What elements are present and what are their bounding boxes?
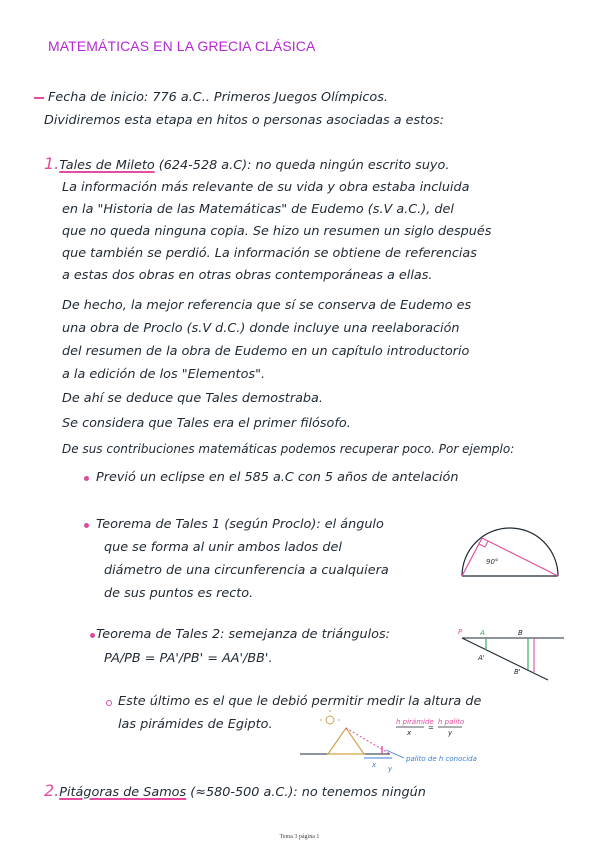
label-a-prime: A' — [478, 654, 485, 662]
pyramid-figure — [300, 712, 500, 774]
tales-contribuciones: De sus contribuciones matemáticas podemos recuperar poco. Por ejemplo: — [62, 442, 515, 456]
pyr-formula-right-den: y — [448, 729, 453, 737]
bullet-marker — [84, 476, 89, 481]
bullet-marker — [84, 523, 89, 528]
tales-para1-line: que no queda ninguna copia. Se hizo un resumen un siglo después — [62, 224, 492, 239]
pyr-y: y — [388, 765, 393, 773]
label-a: A — [480, 629, 485, 637]
piramides-line: las pirámides de Egipto. — [118, 717, 273, 732]
label-p: P — [458, 628, 463, 636]
pyr-note: palito de h conocida — [406, 755, 477, 763]
teorema-2-formula: PA/PB = PA'/PB' = AA'/BB'. — [104, 651, 273, 666]
tales-demostraba: De ahí se deduce que Tales demostraba. — [62, 391, 323, 406]
tales-para1-line: en la "Historia de las Matemáticas" de Eudemo (s.V a.C.), del — [62, 202, 454, 217]
svg-text:=: = — [428, 724, 434, 732]
teorema-2: Teorema de Tales 2: semejanza de triángulos: — [96, 627, 390, 642]
pyr-formula-left: h pirámide — [396, 718, 434, 726]
tales-para2-line: De hecho, la mejor referencia que sí se conserva de Eudemo es — [62, 298, 472, 313]
section-1-heading — [44, 156, 449, 174]
section-1-number: 1. — [44, 154, 60, 173]
pitagoras-heading-rest: (≈580-500 a.C.): no tenemos ningún — [190, 785, 426, 800]
teorema-1-line: Teorema de Tales 1 (según Proclo): el ángulo — [96, 517, 384, 532]
pyr-x: x — [372, 761, 377, 769]
tales-heading-rest: (624-528 a.C): no queda ningún escrito suyo. — [158, 158, 450, 173]
tales-para2-line: a la edición de los "Elementos". — [62, 367, 266, 382]
teorema-1-line: diámetro de una circunferencia a cualquiera — [104, 563, 389, 578]
bullet-eclipse: Previó un eclipse en el 585 a.C con 5 años de antelación — [96, 470, 459, 485]
pitagoras-name: Pitágoras de Samos — [59, 785, 187, 800]
pyr-formula-left-den: x — [407, 729, 412, 737]
section-2-number: 2. — [44, 781, 60, 800]
label-b: B — [518, 629, 523, 637]
teorema-1-line: de sus puntos es recto. — [104, 586, 254, 601]
angle-label: 90° — [486, 558, 499, 566]
sub-bullet-marker — [106, 700, 112, 706]
pyr-formula-right: h palito — [438, 718, 465, 726]
dash-marker — [34, 97, 44, 99]
piramides-line: Este último es el que le debió permitir medir la altura de — [118, 694, 482, 709]
label-b-prime: B' — [514, 668, 521, 676]
tales-para1-line: a estas dos obras en otras obras contemporáneas a ellas. — [62, 268, 433, 283]
page-footer: Tema 3 página 1 — [279, 834, 320, 840]
page-title: MATEMÁTICAS EN LA GRECIA CLÁSICA — [48, 38, 316, 54]
tales-para2-line: una obra de Proclo (s.V d.C.) donde incluye una reelaboración — [62, 321, 460, 336]
semicircle-figure — [458, 524, 562, 584]
teorema-1-line: que se forma al unir ambos lados del — [104, 540, 342, 555]
tales-filosofo: Se considera que Tales era el primer filósofo. — [62, 416, 351, 431]
section-2-heading — [44, 783, 426, 801]
tales-para2-line: del resumen de la obra de Eudemo en un capítulo introductorio — [62, 344, 470, 359]
intro-line-1: Fecha de inicio: 776 a.C.. Primeros Juegos Olímpicos. — [48, 90, 388, 105]
tales-name: Tales de Mileto — [59, 158, 155, 173]
bullet-marker — [90, 633, 95, 638]
tales-para1-line: La información más relevante de su vida y obra estaba incluida — [62, 180, 470, 195]
triangles-figure — [456, 626, 566, 686]
intro-line-2: Dividiremos esta etapa en hitos o personas asociadas a estos: — [44, 113, 444, 128]
tales-para1-line: que también se perdió. La información se obtiene de referencias — [62, 246, 477, 261]
